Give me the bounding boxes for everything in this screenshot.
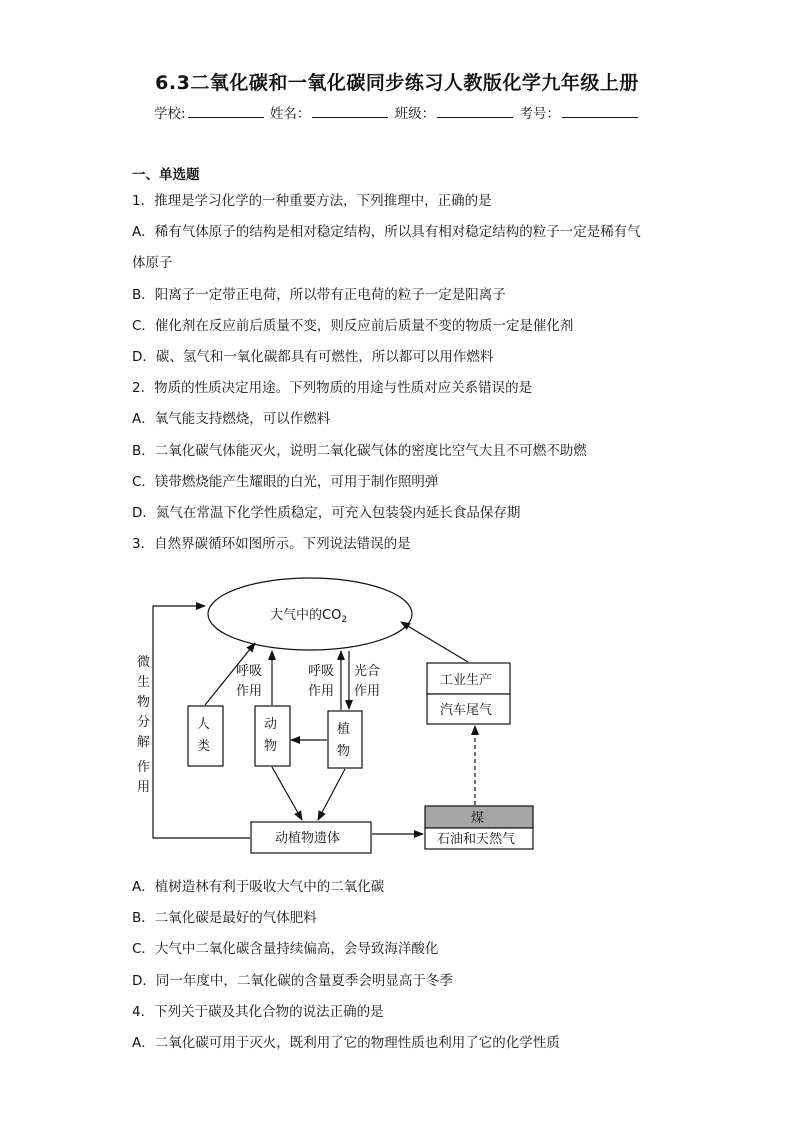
car-exhaust-label: 汽车尾气 [440,703,493,718]
photosynthesis-label-b: 作用 [354,684,381,699]
q4-stem: 4．下列关于碳及其化合物的说法正确的是 [132,1004,384,1020]
q1-option-a: A．稀有气体原子的结构是相对稳定结构，所以具有相对稳定结构的粒子一定是稀有气 [132,224,641,240]
q3-stem: 3．自然界碳循环如图所示。下列说法错误的是 [132,536,411,552]
industry-to-atmosphere-arrow [401,622,468,662]
plant-label-2: 物 [337,744,351,759]
plant-box [328,711,362,768]
animal-box [255,706,290,766]
q1-option-c: C．催化剂在反应前后质量不变，则反应前后质量不变的物质一定是催化剂 [132,318,574,334]
class-label: 班级： [394,106,436,122]
q2-option-c: C．镁带燃烧能产生耀眼的白光，可用于制作照明弹 [132,474,439,490]
q1-option-a-cont: 体原子 [132,255,173,271]
q2-option-d: D．氮气在常温下化学性质稳定，可充入包装袋内延长食品保存期 [132,505,521,521]
photosynthesis-label-a: 光合 [354,664,381,679]
name-label: 姓名： [269,106,311,122]
respiration-label-1b: 作用 [236,684,263,699]
animal-to-remains-arrow [272,767,302,820]
q3-option-c: C．大气中二氧化碳含量持续偏高，会导致海洋酸化 [132,941,439,957]
decomposition-label [137,654,150,795]
exam-no-label: 考号： [519,106,560,122]
q1-option-d: D．碳、氢气和一氧化碳都具有可燃性，所以都可以用作燃料 [132,349,494,365]
human-label-1: 人 [197,717,211,732]
oil-gas-label: 石油和天然气 [437,832,516,847]
respiration-label-1a: 呼吸 [236,664,263,679]
svg-text:生: 生 [137,675,151,690]
q3-option-d: D．同一年度中，二氧化碳的含量夏季会明显高于冬季 [132,973,453,989]
school-label: 学校: [154,106,186,122]
svg-text:作: 作 [137,760,151,775]
remains-label: 动植物遗体 [275,831,341,846]
plant-to-remains-arrow [318,769,345,820]
respiration-label-2b: 作用 [308,684,335,699]
svg-text:微: 微 [137,655,151,670]
q4-option-a: A．二氧化碳可用于灭火，既利用了它的物理性质也利用了它的化学性质 [132,1035,560,1051]
page-title: 6.3二氧化碳和一氧化碳同步练习人教版化学九年级上册 [155,72,639,94]
q2-option-b: B．二氧化碳气体能灭火，说明二氧化碳气体的密度比空气大且不可燃不助燃 [132,443,587,459]
svg-text:物: 物 [137,695,151,710]
animal-label-1: 动 [264,717,278,732]
svg-text:用: 用 [137,780,151,795]
q2-option-a: A．氧气能支持燃烧，可以作燃料 [132,411,331,427]
q2-stem: 2．物质的性质决定用途。下列物质的用途与性质对应关系错误的是 [132,380,533,396]
q1-stem: 1．推理是学习化学的一种重要方法，下列推理中，正确的是 [132,193,492,209]
section-heading: 一、单选题 [132,167,200,183]
q3-option-a: A．植树造林有利于吸收大气中的二氧化碳 [132,879,385,895]
human-label-2: 类 [197,739,211,754]
q3-option-b: B．二氧化碳是最好的气体肥料 [132,910,317,926]
atmosphere-label: 大气中的$CO_2$ [270,608,348,625]
industry-label: 工业生产 [440,673,493,688]
human-box [188,706,223,766]
respiration-label-2a: 呼吸 [308,664,335,679]
q1-option-b: B．阳离子一定带正电荷，所以带有正电荷的粒子一定是阳离子 [132,287,506,303]
plant-label-1: 植 [337,722,351,737]
coal-label: 煤 [471,811,485,826]
svg-text:分: 分 [137,715,151,730]
animal-label-2: 物 [264,739,278,754]
svg-text:解: 解 [137,735,151,750]
